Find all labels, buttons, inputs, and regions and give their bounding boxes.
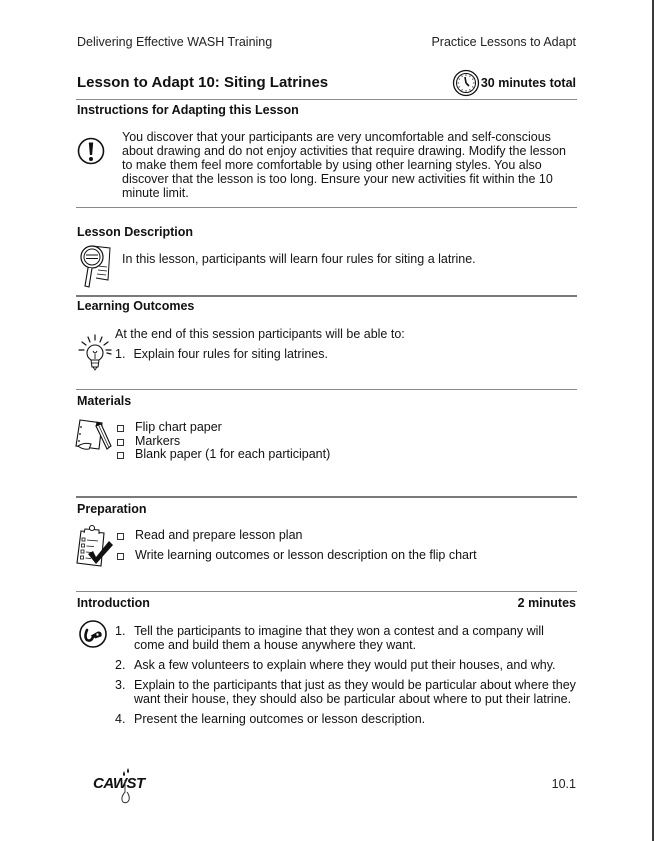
intro-step: 1. Tell the participants to imagine that they won a contest and a company will come and build them a house anywhere they want. — [115, 624, 544, 652]
checkbox-icon — [117, 452, 124, 459]
checkbox-icon — [117, 439, 124, 446]
paper-pencil-icon — [74, 416, 114, 459]
intro-step: 4. Present the learning outcomes or lesson description. — [115, 712, 426, 726]
running-header-right: Practice Lessons to Adapt — [431, 35, 576, 49]
instructions-text: You discover that your participants are very uncomfortable and self-conscious about drawing and do not enjoy activities that require drawing. Modify the lesson to make them feel more comfortable by using other learning styles. You also discover that the lesson is too long. Ensure your new activities fit within the 10 minute limit. — [122, 130, 567, 200]
svg-text:CAWST: CAWST — [93, 775, 145, 792]
introduction-heading: Introduction — [77, 596, 150, 610]
instructions-heading: Instructions for Adapting this Lesson — [77, 103, 299, 117]
divider — [76, 591, 577, 592]
divider — [76, 496, 577, 498]
hook-icon — [78, 619, 108, 654]
total-duration: 30 minutes total — [480, 76, 576, 90]
clipboard-check-icon — [74, 524, 114, 573]
intro-step: 2. Ask a few volunteers to explain where they would put their houses, and why. — [115, 658, 556, 672]
cawst-logo — [92, 766, 156, 811]
checkbox-icon — [117, 553, 124, 560]
outcome-item — [115, 347, 328, 361]
page-number: 10.1 — [551, 777, 576, 791]
divider — [76, 389, 577, 390]
checkbox-icon — [117, 425, 124, 432]
preparation-heading: Preparation — [77, 502, 147, 516]
preparation-list — [117, 529, 477, 562]
divider — [76, 99, 577, 100]
description-text: In this lesson, participants will learn four rules for siting a latrine. — [122, 252, 476, 266]
divider — [76, 207, 577, 208]
introduction-duration: 2 minutes — [517, 596, 576, 610]
outcomes-intro: At the end of this session participants will be able to: — [115, 327, 405, 341]
outcome-number: 1. — [115, 347, 126, 361]
preparation-item: Write learning outcomes or lesson description on the flip chart — [117, 549, 477, 563]
lightbulb-icon — [77, 333, 113, 378]
running-header-left: Delivering Effective WASH Training — [77, 35, 273, 49]
preparation-item: Read and prepare lesson plan — [117, 529, 477, 543]
outcomes-heading: Learning Outcomes — [77, 299, 195, 313]
checkbox-icon — [117, 533, 124, 540]
materials-heading: Materials — [77, 394, 132, 408]
material-item: Blank paper (1 for each participant) — [117, 448, 330, 462]
material-item: Markers — [117, 435, 330, 449]
introduction-steps — [115, 624, 577, 732]
outcome-text: Explain four rules for siting latrines. — [133, 347, 328, 361]
materials-list — [117, 421, 330, 462]
intro-step: 3. Explain to the participants that just as they would be particular about where they want their house, they should also be particular about where to put their latrine. — [115, 678, 576, 706]
lesson-title: Lesson to Adapt 10: Siting Latrines — [77, 74, 329, 91]
magnifier-document-icon — [78, 242, 116, 297]
material-item: Flip chart paper — [117, 421, 330, 435]
clock-icon — [452, 69, 480, 102]
exclamation-icon — [77, 136, 105, 171]
divider — [76, 295, 577, 297]
description-heading: Lesson Description — [77, 225, 193, 239]
